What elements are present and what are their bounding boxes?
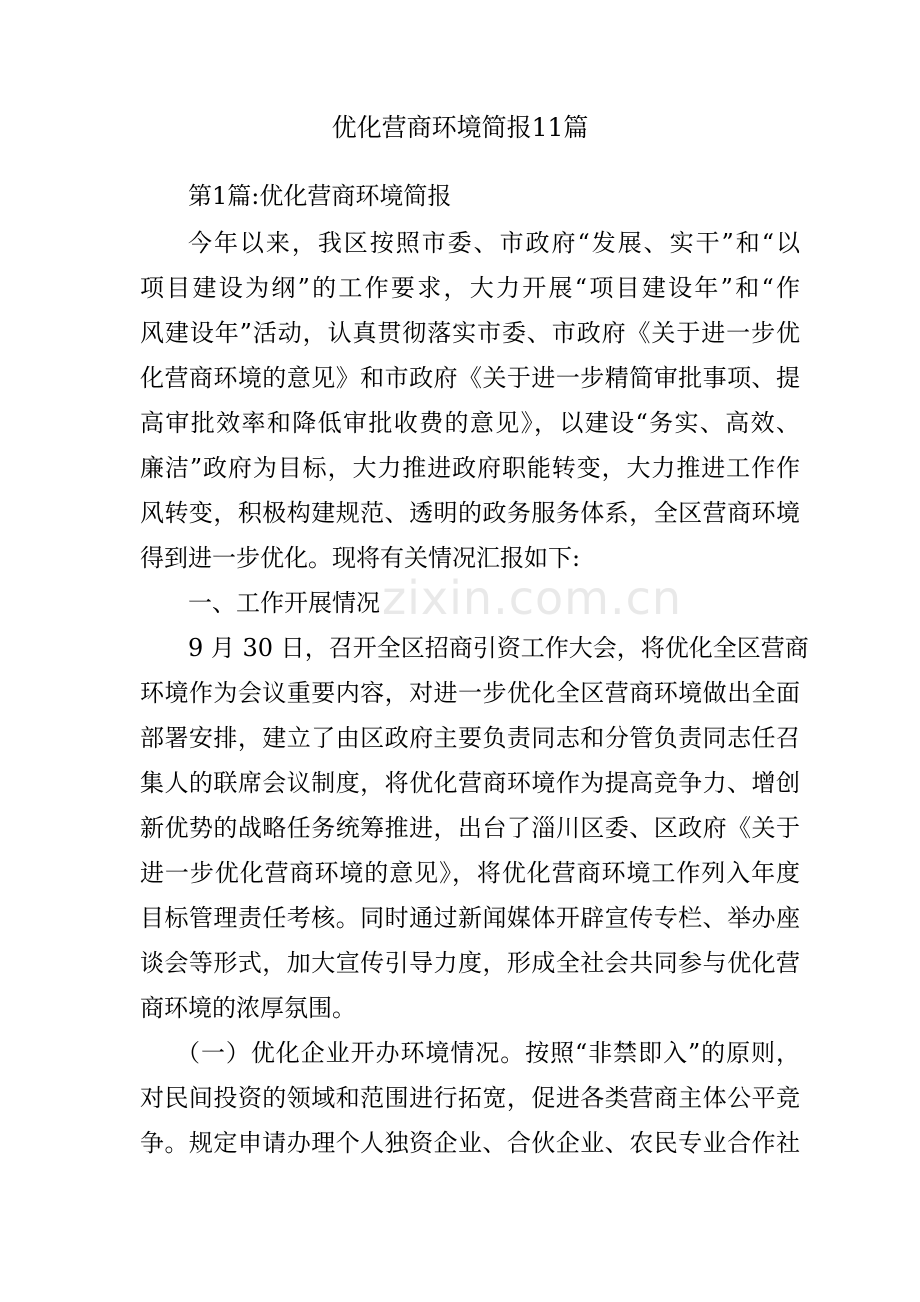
paragraph-line: 集人的联席会议制度，将优化营商环境作为提高竞争力、增创 xyxy=(140,769,800,797)
paragraph-line: 风转变，积极构建规范、透明的政务服务体系，全区营商环境 xyxy=(140,499,800,527)
subsection-heading: 一、工作开展情况 xyxy=(188,589,380,617)
paragraph-line: 9 月 30 日，召开全区招商引资工作大会，将优化全区营商 xyxy=(188,634,809,662)
paragraph-line: 对民间投资的领域和范围进行拓宽，促进各类营商主体公平竞 xyxy=(140,1084,800,1112)
paragraph-line: 进一步优化营商环境的意见》，将优化营商环境工作列入年度 xyxy=(140,859,800,887)
paragraph-line: 谈会等形式，加大宣传引导力度，形成全社会共同参与优化营 xyxy=(140,949,800,977)
paragraph-line: 环境作为会议重要内容，对进一步优化全区营商环境做出全面 xyxy=(140,679,800,707)
paragraph-line: 目标管理责任考核。同时通过新闻媒体开辟宣传专栏、举办座 xyxy=(140,904,800,932)
paragraph-line: 化营商环境的意见》和市政府《关于进一步精简审批事项、提 xyxy=(140,364,800,392)
paragraph-line: 商环境的浓厚氛围。 xyxy=(140,994,356,1022)
paragraph-line: 今年以来，我区按照市委、市政府“发展、实干”和“以 xyxy=(188,229,800,257)
paragraph-line: 项目建设为纲”的工作要求，大力开展“项目建设年”和“作 xyxy=(140,274,800,302)
paragraph-line: 争。规定申请办理个人独资企业、合伙企业、农民专业合作社 xyxy=(140,1129,800,1157)
paragraph-line: 部署安排，建立了由区政府主要负责同志和分管负责同志任召 xyxy=(140,724,800,752)
document-title: 优化营商环境简报11篇 xyxy=(331,113,589,142)
paragraph-line: 廉洁”政府为目标，大力推进政府职能转变，大力推进工作作 xyxy=(140,454,800,482)
paragraph-line: 高审批效率和降低审批收费的意见》，以建设“务实、高效、 xyxy=(140,409,800,437)
watermark: zixin.com.cn xyxy=(382,571,683,625)
section-heading: 第1篇:优化营商环境简报 xyxy=(188,182,452,210)
paragraph-line: 新优势的战略任务统筹推进，出台了淄川区委、区政府《关于 xyxy=(140,814,800,842)
paragraph-line: 风建设年”活动，认真贯彻落实市委、市政府《关于进一步优 xyxy=(140,319,800,347)
paragraph-line: （一）优化企业开办环境情况。按照“非禁即入”的原则， xyxy=(176,1039,800,1067)
paragraph-line: 得到进一步优化。现将有关情况汇报如下: xyxy=(140,544,581,572)
